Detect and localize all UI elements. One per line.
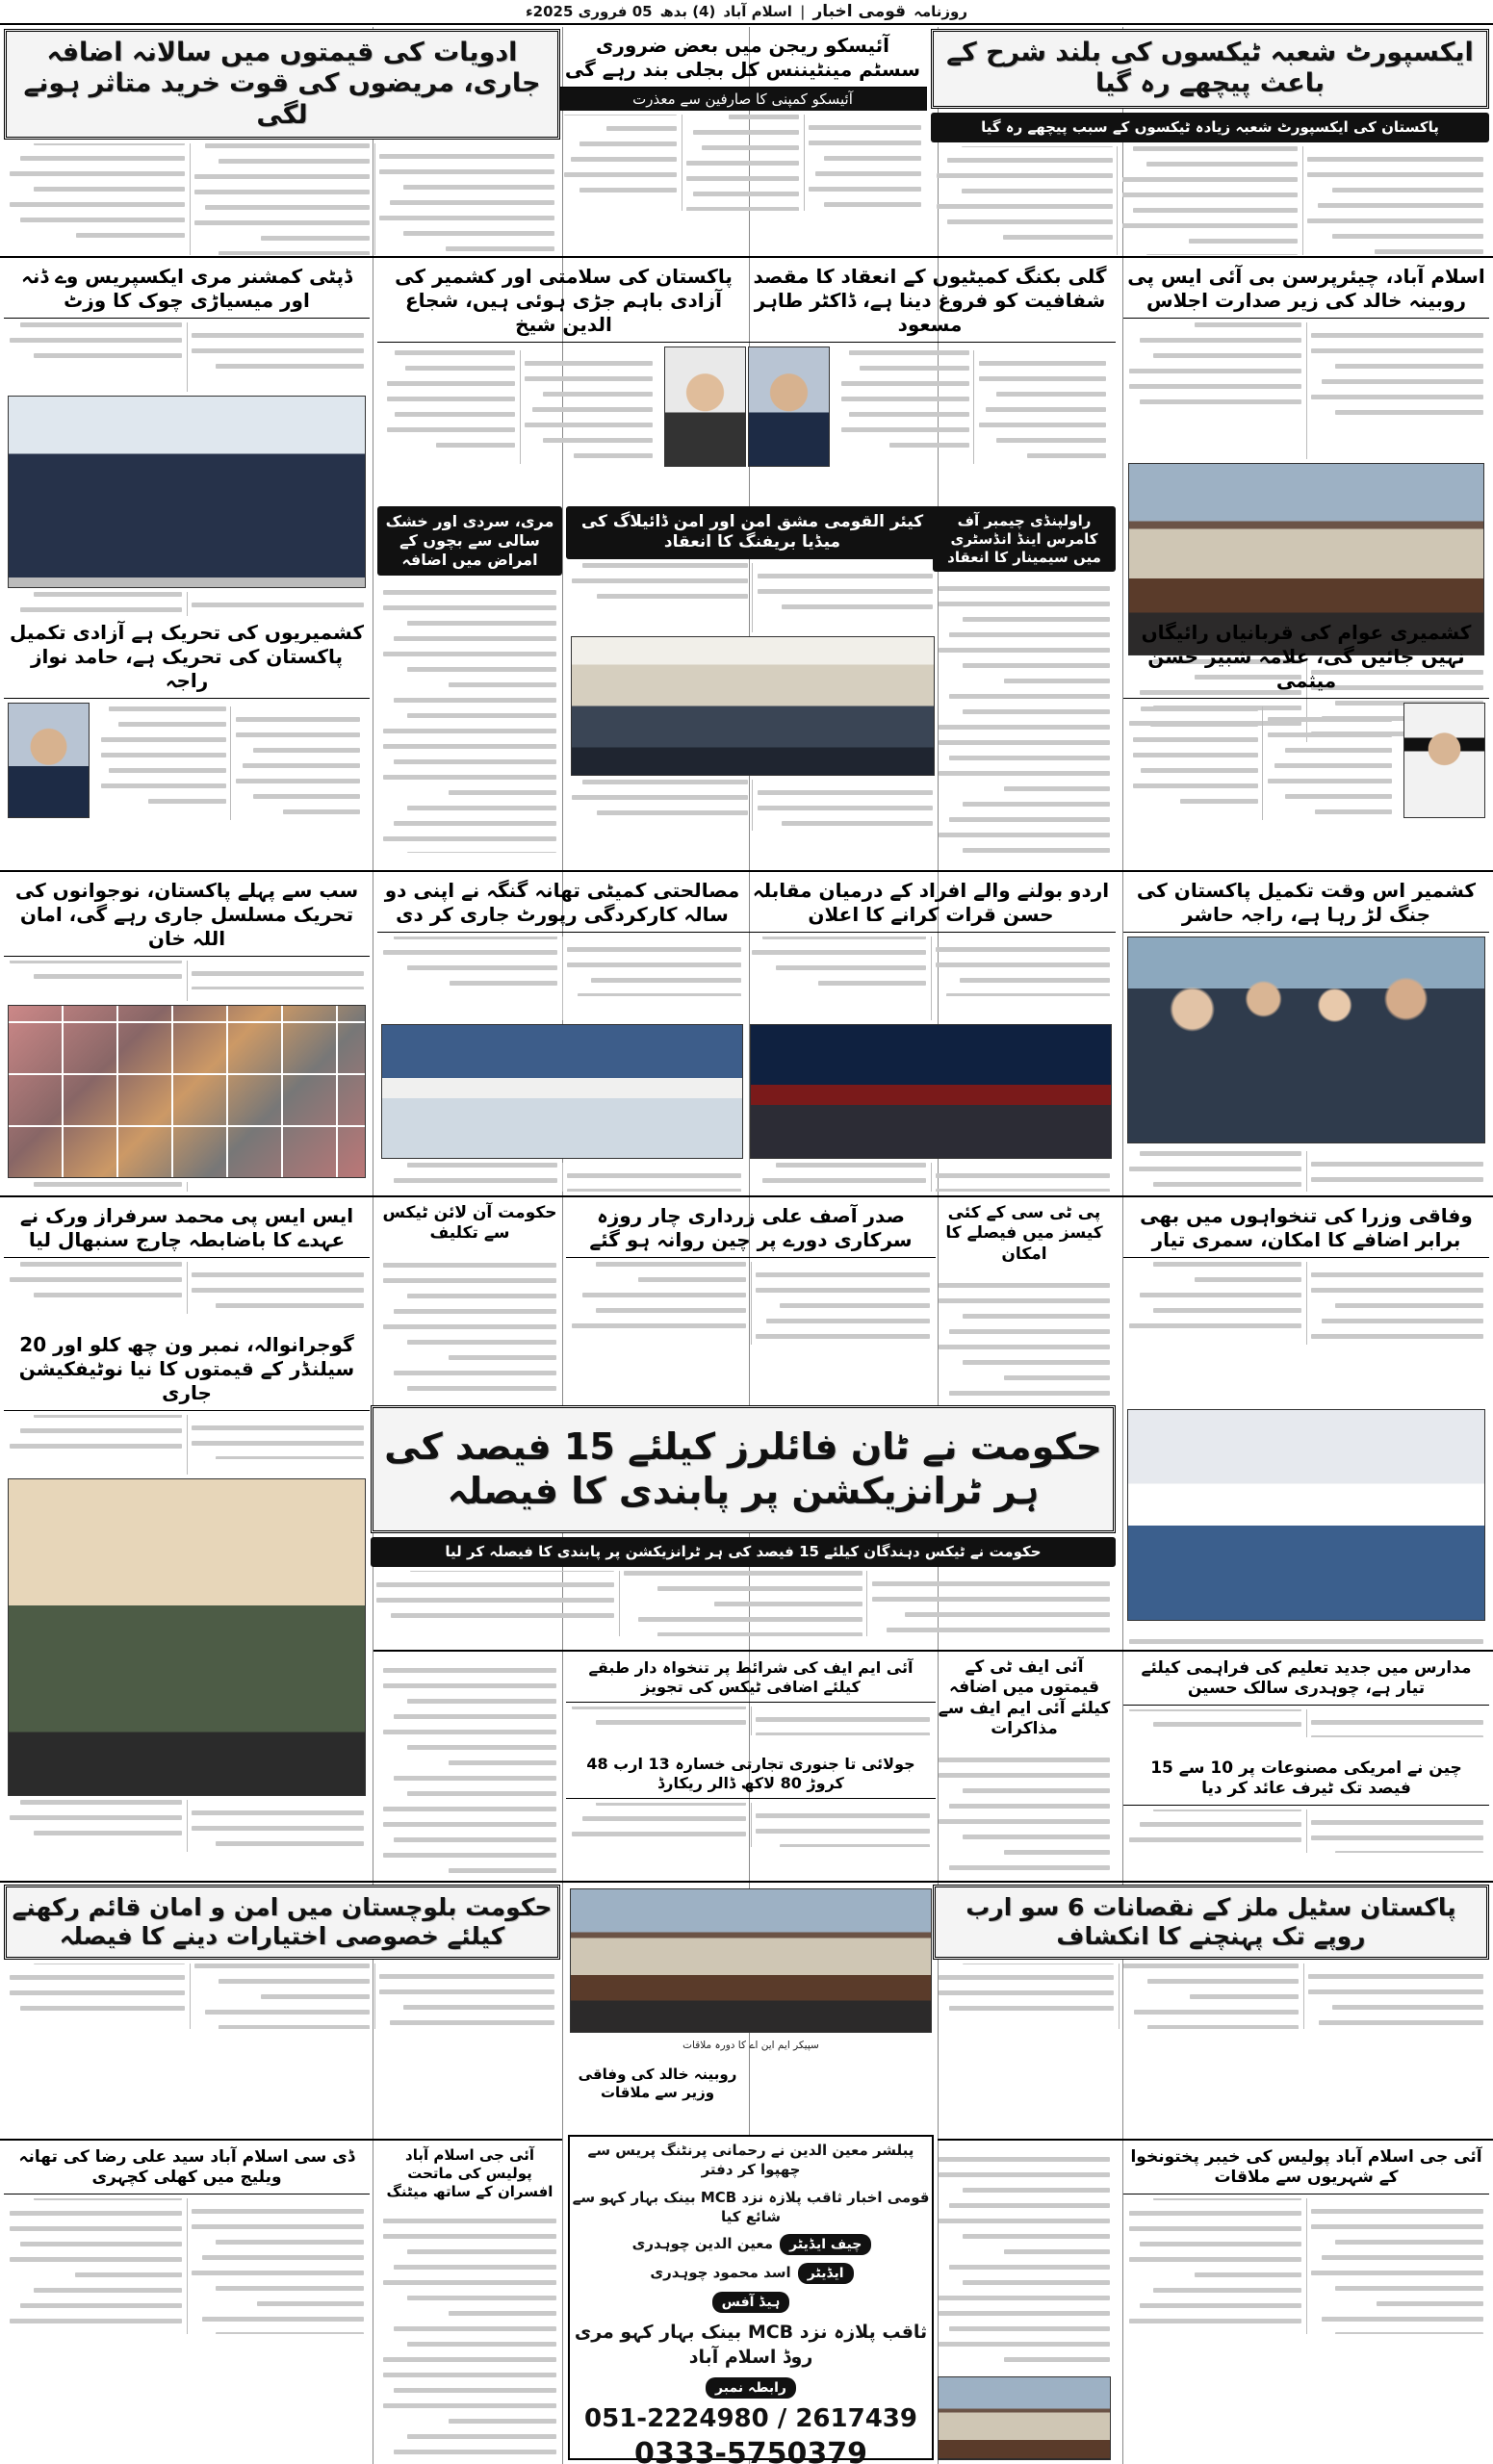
story-aman-exercise (566, 506, 939, 853)
headline: حکومت آن لائن ٹیکس سے تکلیف (382, 1203, 557, 1244)
headline: ڈی سی اسلام آباد سید علی رضا کی تھانہ ویلیج میں کھلی کچہری (4, 2143, 370, 2194)
imprint-box (568, 2135, 934, 2464)
story-body (4, 1258, 370, 1318)
story-body (377, 1248, 562, 1402)
story-body (371, 1567, 1116, 1640)
story-madaris (1123, 1654, 1489, 1750)
story-body (931, 142, 1489, 255)
story-body (558, 111, 927, 215)
headline: کشمیریوں کی تحریک ہے آزادی تکمیل پاکستان کی تحریک ہے، حامد نواز راجہ (4, 616, 370, 699)
story-body (1123, 1625, 1489, 1646)
story-amanullah-khan (4, 874, 370, 1192)
headline: روبینہ خالد کی وفاقی وزیر سے ملاقات (578, 2066, 737, 2101)
headline: پاکستان سٹیل ملز کے نقصانات 6 سو ارب روپے تک پہنچنے کا انکشاف (933, 1885, 1489, 1960)
briefing-photo (571, 636, 935, 776)
headline: مدارس میں جدید تعلیم کی فراہمی کیلئے تیار ہے، چوہدری سالک حسین (1123, 1654, 1489, 1706)
story-body (566, 1258, 936, 1348)
story-dc-kachehri (4, 2143, 370, 2460)
story-body (4, 1411, 370, 1478)
photo-caption: سپیکر ایم این اے کا دورہ ملاقات (682, 2040, 819, 2051)
story-body (4, 2194, 370, 2339)
story-body (836, 346, 1112, 468)
story-export-taxes (931, 29, 1489, 255)
headline: کشمیری عوام کی قربانیاں رائیگاں نہیں جائیں گی، علامہ شبیر حسن میثمی (1123, 616, 1489, 699)
lab-photo (1127, 1409, 1485, 1621)
story-salaried-tax (566, 1654, 936, 1745)
headline: حکومت بلوچستان میں امن و امان قائم رکھنے کیلئے خصوصی اختیارات دینے کا فیصلہ (4, 1885, 560, 1960)
story-ptc-cases (933, 1199, 1116, 1401)
story-body (377, 2204, 562, 2460)
story-tahir-masood (744, 260, 1116, 500)
story-medicine-prices (4, 29, 560, 255)
imprint-line2: قومی اخبار ثاقب پلازہ نزد MCB بینک بہار کہو سے شائع کیا (572, 2188, 930, 2225)
phone-mobile: 0333-5750379 (633, 2437, 868, 2464)
chief-editor-name: معین الدین چوہدری (631, 2235, 774, 2252)
story-dc-murree (4, 260, 370, 616)
headline: ڈپٹی کمشنر مری ایکسپریس وے ڈنہ اور میسیاڑی چوک کا وزٹ (4, 260, 370, 319)
story-flour-price (377, 1654, 562, 1875)
group-photo (8, 396, 366, 588)
headline: اسلام آباد، چیئرپرسن بی آئی ایس پی روبینہ خالد کی زیر صدارت اجلاس (1123, 260, 1489, 319)
headline: کشمیر اس وقت تکمیل پاکستان کی جنگ لڑ رہا ہے، راجہ حاشر (1123, 874, 1489, 933)
headline: اردو بولنے والے افراد کے درمیان مقابلہ حسن قرات کرانے کا اعلان (746, 874, 1116, 933)
story-china-tariff (1123, 1754, 1489, 1879)
story-online-tax (377, 1199, 562, 1401)
story-body (377, 1159, 747, 1192)
story-body (95, 703, 366, 824)
story-body (4, 588, 370, 616)
story-body (381, 346, 658, 468)
story-ministers-salaries (1123, 1199, 1489, 1401)
headline: گلی بکنگ کمیٹیوں کے انعقاد کا مقصد شفافیت کو فروغ دینا ہے، ڈاکٹر طاہر مسعود (744, 260, 1116, 343)
story-lab-photo (1123, 1405, 1489, 1646)
headline: ایس ایس پی محمد سرفراز ورک نے عہدے کا باضابطہ چارج سنبھال لیا (4, 1199, 370, 1258)
story-body (377, 933, 747, 1024)
subheadline: آئیسکو کمپنی کا صارفین سے معذرت (558, 88, 927, 111)
story-body (4, 957, 370, 1005)
headline: مصالحتی کمیٹی تھانہ گنگہ نے اپنی دو سالہ کارکردگی رپورٹ جاری کر دی (377, 874, 747, 933)
headline: آئی جی اسلام آباد پولیس کی ماتحت افسران کے ساتھ میٹنگ (386, 2146, 553, 2200)
headline: آئی ایف ٹی کے قیمتوں میں اضافہ کیلئے آئی ایم ایف سے مذاکرات (938, 1657, 1111, 1738)
contact-label: رابطہ نمبر (706, 2377, 796, 2399)
masthead: روزنامہ قومی اخبار | اسلام آباد (4) بدھ 05 فروری 2025ء (0, 0, 1493, 25)
story-ig-meeting (377, 2143, 562, 2460)
headline: وفاقی وزرا کی تنخواہوں میں بھی برابر اضافے کا امکان، سمری تیار (1123, 1199, 1489, 1258)
lead-headline: حکومت نے ٹان فائلرز کیلئے 15 فیصد کی ہر ٹرانزیکشن پر پابندی کا فیصلہ (371, 1405, 1116, 1533)
portrait-photo (1403, 703, 1485, 818)
story-body (4, 1796, 370, 1856)
story-body (933, 572, 1116, 853)
story-body (566, 1799, 936, 1851)
minister-meeting-photo (570, 1888, 932, 2033)
story-murree-cold (377, 506, 562, 853)
committee-photo (381, 1024, 743, 1159)
headline: آئی ایم ایف کی شرائط پر تنخواہ دار طبقے کیلئے اضافی ٹیکس کی تجویز (566, 1654, 936, 1703)
story-body (933, 2143, 1116, 2376)
headline: پاکستان کی سلامتی اور کشمیر کی آزادی باہم جڑی ہوئی ہیں، شجاع الدین شیخ (377, 260, 750, 343)
portrait-photo (8, 703, 90, 818)
story-allama-shabbir (1123, 616, 1489, 866)
story-ift-imf (933, 1654, 1116, 1875)
story-rubina-meeting (566, 2062, 749, 2129)
story-reconciliation-committee (377, 874, 747, 1192)
story-body (1123, 1806, 1489, 1858)
story-body (566, 776, 939, 835)
masthead-daily: روزنامہ (914, 3, 967, 20)
headline: آئیسکو ریجن میں بعض ضروری سسٹم مینٹیننس کل بجلی بند رہے گی (558, 29, 927, 88)
story-body (4, 319, 370, 396)
head-office-address: ثاقب پلازہ نزد MCB بینک بہار کہو مری روڈ اسلام آباد (574, 2322, 928, 2368)
story-steel-mills (933, 1885, 1489, 2135)
headline: گوجرانوالہ، نمبر ون چھ کلو اور 20 سیلنڈر کے قیمتوں کا نیا نوٹیفکیشن جاری (4, 1328, 370, 1411)
story-body (933, 1743, 1116, 1875)
small-meeting-photo (938, 2376, 1111, 2460)
story-body (746, 933, 1116, 1024)
story-body (566, 1703, 936, 1739)
chief-editor-label: چیف ایڈیٹر (780, 2234, 871, 2255)
story-ig-kpk-citizens (1123, 2143, 1489, 2460)
editor-label: ایڈیٹر (798, 2263, 854, 2284)
story-gujranwala (4, 1328, 370, 1877)
headline: پی ٹی سی کے کئی کیسز میں فیصلے کا امکان (945, 1203, 1103, 1264)
story-body (1123, 2194, 1489, 2339)
lead-story-non-filers (371, 1405, 1116, 1646)
head-office-label: ہیڈ آفس (712, 2292, 790, 2313)
lead-subheadline: حکومت نے ٹیکس دہندگان کیلئے 15 فیصد کی ہر ٹرانزیکشن پر پابندی کا فیصلہ کر لیا (371, 1537, 1116, 1567)
headline: راولپنڈی چیمبر آف کامرس اینڈ انڈسٹری میں سیمینار کا انعقاد (933, 506, 1116, 572)
press-photo (750, 1024, 1112, 1159)
portrait-photo (664, 346, 746, 467)
story-body (933, 1269, 1116, 1401)
headline: جولائی تا جنوری تجارتی خسارہ 13 ارب 48 کروڑ 80 لاکھ ڈالر ریکارڈ (566, 1750, 936, 1799)
crowd-photo (1127, 937, 1485, 1143)
story-rawalpindi-chamber (933, 506, 1116, 853)
story-raja-hashir (1123, 874, 1489, 1192)
story-body (1123, 1258, 1489, 1348)
story-body (566, 559, 939, 636)
police-photo (8, 1478, 366, 1796)
headline: صدر آصف علی زرداری چار روزہ سرکاری دورے پر چین روانہ ہو گئے (566, 1199, 936, 1258)
story-body (377, 1654, 562, 1875)
story-ssp-charge (4, 1199, 370, 1324)
story-body (1127, 703, 1398, 824)
story-zardari-china (566, 1199, 936, 1401)
story-hamid-nawaz (4, 616, 370, 866)
headline: ایکسپورٹ شعبہ ٹیکسوں کی بلند شرح کے باعث پیچھے رہ گیا (931, 29, 1489, 109)
headline: ادویات کی قیمتوں میں سالانہ اضافہ جاری، مریضوں کی قوت خرید متاثر ہونے لگی (4, 29, 560, 140)
headline: آئی جی اسلام آباد پولیس کی خیبر پختونخوا کے شہریوں سے ملاقات (1123, 2143, 1489, 2194)
editor-name: اسد محمود چوہدری (650, 2264, 791, 2281)
story-iesco (558, 29, 927, 255)
story-shuja-uddin (377, 260, 750, 500)
story-misc-brief (933, 2143, 1116, 2460)
masthead-city: اسلام آباد (723, 3, 792, 20)
story-body (377, 576, 562, 853)
story-body (746, 1159, 1116, 1192)
story-body (933, 1960, 1489, 2033)
portrait-photo (748, 346, 830, 467)
story-balochistan (4, 1885, 560, 2135)
imprint-line1: پبلشر معین الدین نے رحمانی پرنٹنگ پریس سے چھپوا کر دفتر (587, 2142, 914, 2179)
newspaper-page (0, 27, 1493, 2464)
phone-landline: 051-2224980 / 2617439 (584, 2404, 917, 2434)
headline: سب سے پہلے پاکستان، نوجوانوں کی تحریک مسلسل جاری رہے گی، امان اللہ خان (4, 874, 370, 957)
masthead-paper-name: قومی اخبار (812, 2, 907, 21)
story-trade-deficit (566, 1750, 936, 1875)
story-body (1123, 1147, 1489, 1192)
story-body (1123, 319, 1489, 463)
masthead-date: 05 فروری 2025ء (526, 3, 653, 20)
story-body (4, 140, 560, 255)
headline: چین نے امریکی مصنوعات پر 10 سے 15 فیصد تک ٹیرف عائد کر دیا (1123, 1754, 1489, 1806)
collage-photo (8, 1005, 366, 1178)
masthead-page: (4) بدھ (659, 3, 716, 20)
story-body (4, 1960, 560, 2033)
story-qirat-competition (746, 874, 1116, 1192)
story-minister-photo (566, 1885, 936, 2058)
headline: کیئر القومی مشق امن اور امن ڈائیلاگ کی میڈیا بریفنگ کا انعقاد (566, 506, 939, 559)
story-body (1123, 1706, 1489, 1742)
story-body (4, 1178, 370, 1192)
subheadline: پاکستان کی ایکسپورٹ شعبہ زیادہ ٹیکسوں کے سبب پیچھے رہ گیا (931, 113, 1489, 142)
headline: مری، سردی اور خشک سالی سے بچوں کے امراض میں اضافہ (377, 506, 562, 576)
